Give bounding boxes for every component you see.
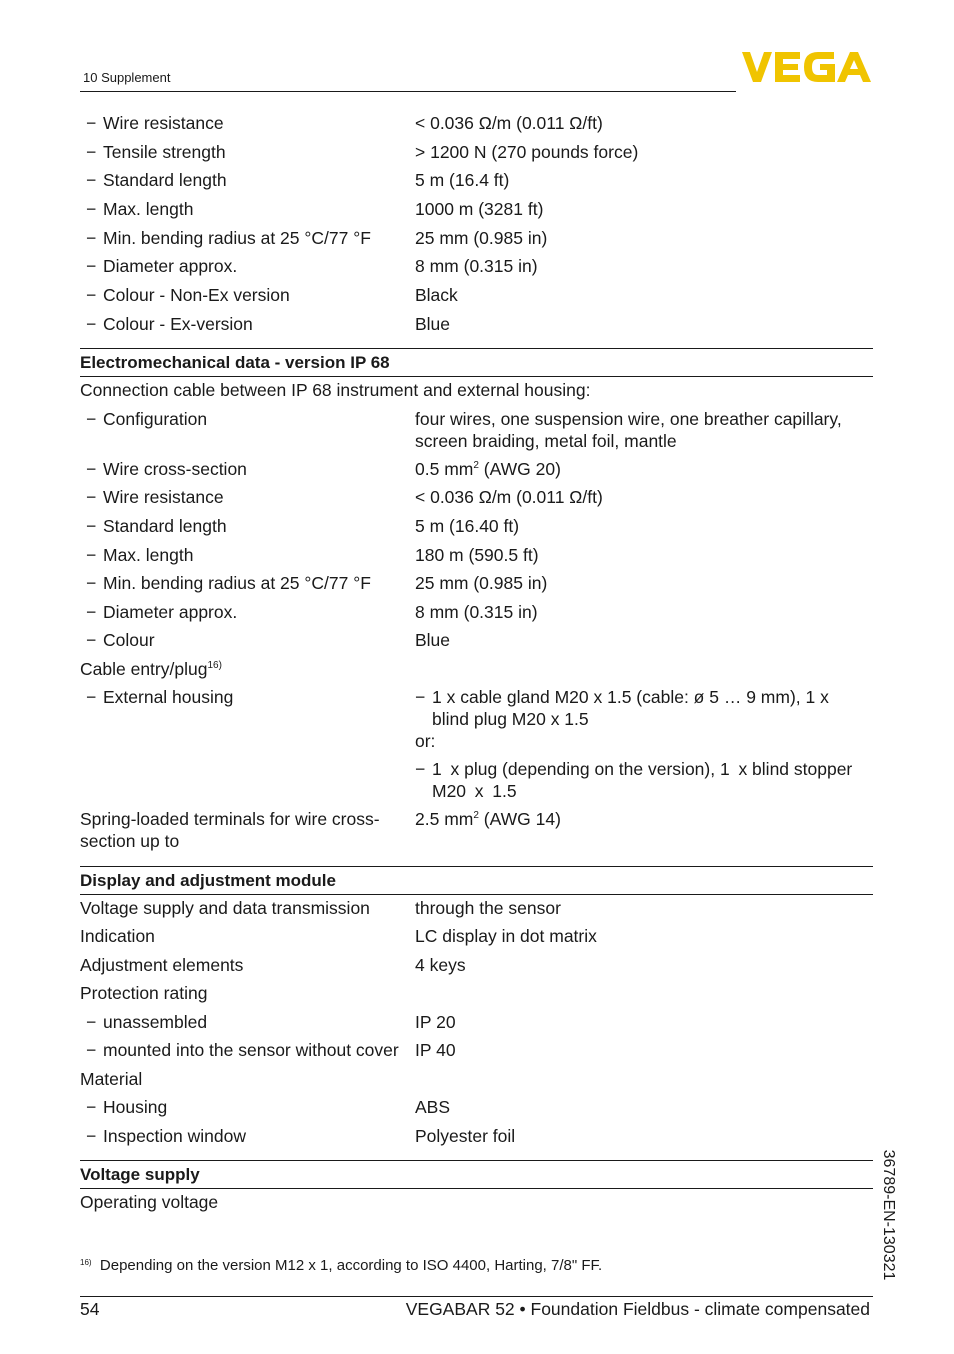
cross-section-label: − Wire cross-section (86, 459, 247, 479)
cable-row-label: − Tensile strength (86, 142, 226, 162)
external-housing-option-2-cont: M20 x 1.5 (432, 781, 517, 801)
cable-row-value: Blue (415, 314, 451, 334)
cable-row-label: − Min. bending radius at 25 °C/77 °F (86, 228, 371, 248)
cable-row-label: − Max. length (86, 199, 194, 219)
vega-logo (742, 52, 872, 82)
cable-row-value: > 1200 N (270 pounds force) (415, 142, 639, 162)
page-number: 54 (80, 1299, 100, 1319)
external-housing-option-1: − 1 x cable gland M20 x 1.5 (cable: ø 5 … 9 mm), 1 x (415, 687, 829, 707)
operating-voltage-label: Operating voltage (80, 1192, 219, 1212)
ip68-row-value: Blue (415, 630, 451, 650)
display-row-value: through the sensor (415, 898, 561, 918)
ip68-row-label: − Standard length (86, 516, 227, 536)
cross-section-value: 0.5 $mm^2$ (AWG 20) (415, 459, 561, 479)
material-row-label: − Housing (86, 1097, 168, 1117)
protection-row-label: − mounted into the sensor without cover (86, 1040, 399, 1060)
ip68-row-label: − Max. length (86, 545, 194, 565)
protection-row-value: IP 40 (415, 1040, 456, 1060)
display-row-label: Adjustment elements (80, 955, 244, 975)
section-heading-ip68: Electromechanical data - version IP 68 (80, 353, 390, 372)
section-rule (80, 866, 873, 867)
ip68-row-label: − Diameter approx. (86, 602, 238, 622)
section-rule (80, 348, 873, 349)
cable-row-value: < 0.036 Ω/m (0.011 Ω/ft) (415, 113, 603, 133)
display-row-value: 4 keys (415, 955, 466, 975)
display-row-value: LC display in dot matrix (415, 926, 597, 946)
section-rule (80, 1188, 873, 1189)
terminals-value: 2.5 $mm^2$ (AWG 14) (415, 809, 561, 829)
terminals-label-cont: section up to (80, 831, 180, 851)
terminals-label: Spring-loaded terminals for wire cross- (80, 809, 380, 829)
footer-rule (80, 1296, 873, 1297)
material-row-value: Polyester foil (415, 1126, 516, 1146)
document-title: VEGABAR 52 • Foundation Fieldbus - climate compensated (405, 1299, 870, 1319)
section-title: 10 Supplement (83, 70, 171, 85)
ip68-row-label: − Min. bending radius at 25 °C/77 °F (86, 573, 371, 593)
ip68-row-label: − Colour (86, 630, 155, 650)
cable-row-label: − Wire resistance (86, 113, 224, 133)
external-housing-option-1-cont: blind plug M20 x 1.5 (432, 709, 589, 729)
ip68-row-value: 25 mm (0.985 in) (415, 573, 548, 593)
cable-row-label: − Colour - Non-Ex version (86, 285, 290, 305)
material-row-label: − Inspection window (86, 1126, 246, 1146)
material-row-value: ABS (415, 1097, 451, 1117)
display-row-label: Voltage supply and data transmission (80, 898, 370, 918)
material-label: Material (80, 1069, 143, 1089)
section-heading-display: Display and adjustment module (80, 871, 336, 890)
display-row-label: Indication (80, 926, 155, 946)
or-label: or: (415, 731, 436, 751)
ip68-row-value: 180 m (590.5 ft) (415, 545, 539, 565)
configuration-value: four wires, one suspension wire, one breather capillary, screen braiding, metal foil, mantle (415, 409, 842, 451)
ip68-row-value: 5 m (16.40 ft) (415, 516, 520, 536)
cable-row-value: 1000 m (3281 ft) (415, 199, 544, 219)
document-id: 36789-EN-130321 (880, 1149, 897, 1281)
ip68-row-value: < 0.036 Ω/m (0.011 Ω/ft) (415, 487, 603, 507)
header-rule (80, 91, 736, 92)
section-rule (80, 894, 873, 895)
cable-row-label: − Diameter approx. (86, 256, 238, 276)
configuration-label: − Configuration (86, 409, 208, 429)
external-housing-label: − External housing (86, 687, 234, 707)
protection-label: Protection rating (80, 983, 208, 1003)
cable-row-label: − Colour - Ex-version (86, 314, 253, 334)
cable-row-value: 25 mm (0.985 in) (415, 228, 548, 248)
section-heading-voltage: Voltage supply (80, 1165, 200, 1184)
protection-row-value: IP 20 (415, 1012, 456, 1032)
ip68-row-value: 8 mm (0.315 in) (415, 602, 538, 622)
cable-row-value: Black (415, 285, 458, 305)
ip68-intro: Connection cable between IP 68 instrument and external housing: (80, 380, 591, 400)
cable-entry-label: Cable entry/plug$^{16)}$ (80, 659, 222, 679)
cable-row-label: − Standard length (86, 170, 227, 190)
cable-row-value: 8 mm (0.315 in) (415, 256, 538, 276)
section-rule (80, 376, 873, 377)
ip68-row-label: − Wire resistance (86, 487, 224, 507)
footnote: $^{16)}$ Depending on the version M12 x 1, according to ISO 4400, Harting, 7/8" FF. (80, 1257, 603, 1274)
external-housing-option-2: − 1 x plug (depending on the version), 1 x blind stopper (415, 759, 853, 779)
section-rule (80, 1160, 873, 1161)
cable-row-value: 5 m (16.4 ft) (415, 170, 510, 190)
protection-row-label: − unassembled (86, 1012, 208, 1032)
